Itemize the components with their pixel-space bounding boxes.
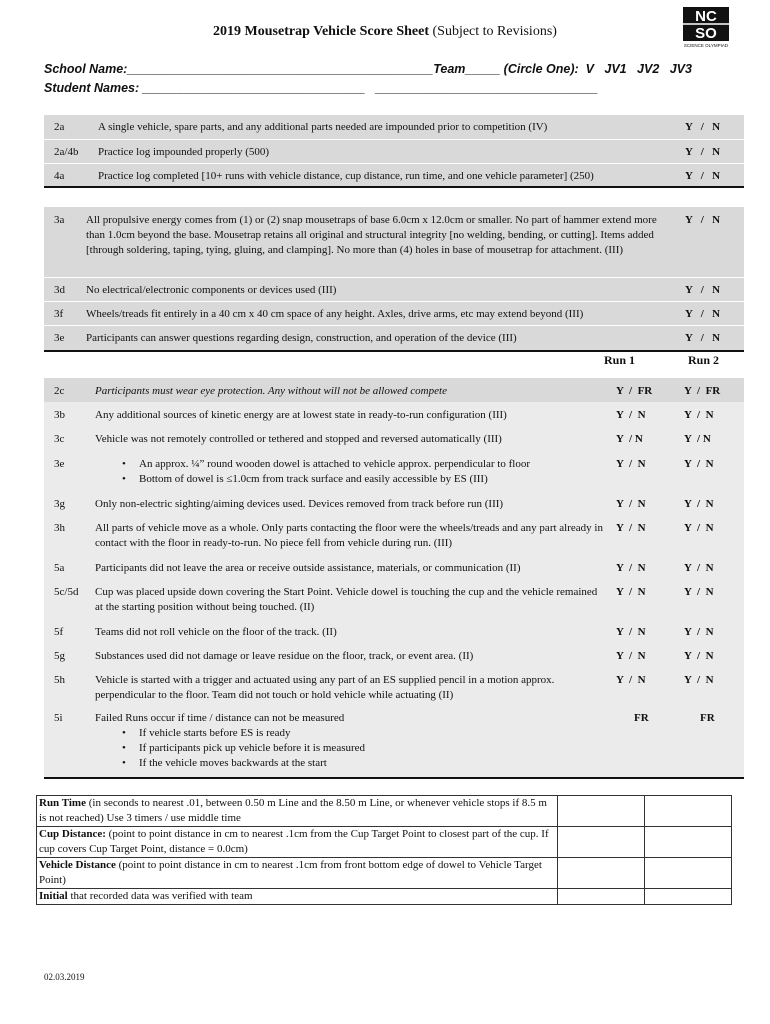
run2-choice[interactable]: Y / N xyxy=(684,522,714,534)
rule-text: Practice log impounded properly (500) xyxy=(98,146,270,158)
rule-text: A single vehicle, spare parts, and any additional parts needed are impounded prior to competition (IV) xyxy=(98,121,548,133)
run2-value-cell[interactable] xyxy=(645,858,732,889)
rule-id: 2c xyxy=(54,385,65,397)
bullet-item: • If the vehicle moves backwards at the start xyxy=(117,756,605,771)
bullet-item: • If vehicle starts before ES is ready xyxy=(117,726,605,741)
run1-choice[interactable]: Y / N xyxy=(616,458,646,470)
run2-choice[interactable]: Y / N xyxy=(684,498,714,510)
rule-text xyxy=(95,649,605,664)
rule-id: 5i xyxy=(54,712,63,724)
run1-value-cell[interactable] xyxy=(558,889,645,905)
rule-text xyxy=(95,408,605,423)
run2-choice[interactable]: Y / N xyxy=(684,409,714,421)
rule-text xyxy=(95,457,605,487)
rule-text xyxy=(95,521,605,551)
run2-choice[interactable]: Y / N xyxy=(684,562,714,574)
run1-choice[interactable]: Y / N xyxy=(616,433,643,445)
measure-name: Initial xyxy=(39,890,68,902)
run1-choice[interactable]: Y / N xyxy=(616,586,646,598)
measurement-table xyxy=(36,795,732,905)
run2-choice[interactable]: Y / FR xyxy=(684,385,721,397)
rule-id: 2a xyxy=(54,121,65,133)
run1-choice[interactable]: Y / N xyxy=(616,650,646,662)
measure-label xyxy=(37,827,558,858)
measure-desc: (in seconds to nearest .01, between 0.50 m Line and the 8.50 m Line, or whenever vehicle stops if 8.5 m is not reached) Use 3 timers / use middle time xyxy=(39,797,547,824)
rule-id: 5c/5d xyxy=(54,586,79,598)
table-row xyxy=(37,858,732,889)
logo-caption: SCIENCE OLYMPIAD xyxy=(683,43,729,48)
measure-desc: (point to point distance in cm to nearest .1cm from front bottom edge of dowel to Vehicle Target Point) xyxy=(39,859,542,886)
rule-text xyxy=(95,497,605,512)
run1-choice[interactable]: Y / N xyxy=(616,522,646,534)
rule-id: 2a/4b xyxy=(54,146,79,158)
rule-id: 3a xyxy=(54,214,65,226)
section2-rule xyxy=(44,350,744,352)
run1-value-cell[interactable] xyxy=(558,827,645,858)
run2-value-cell[interactable] xyxy=(645,796,732,827)
rule-id: 5g xyxy=(54,650,65,662)
rule-text-line: Participants did not leave the area or receive outside assistance, materials, or communication (II) xyxy=(95,562,521,574)
run1-value-cell[interactable] xyxy=(558,796,645,827)
run2-value-cell[interactable] xyxy=(645,889,732,905)
rule-text: No electrical/electronic components or devices used (III) xyxy=(86,284,337,296)
rule-text-line: Vehicle was not remotely controlled or tethered and stopped and reversed automatically (III) xyxy=(95,433,502,445)
measure-desc: (point to point distance in cm to nearest .1cm from the Cup Target Point to closest part of the cup. If cup covers Cup Target Point, distance = 0.0cm) xyxy=(39,828,549,855)
run2-header: Run 2 xyxy=(688,353,720,367)
rule-text-line: All parts of vehicle move as a whole. Only parts contacting the floor were the wheels/treads and any part already in contact with the floor in ready-to-run. No piece fell from vehicle during run. (III) xyxy=(95,522,603,549)
rule-text-line: Participants must wear eye protection. Any without will not be allowed compete xyxy=(95,385,447,397)
rule-text-line: Cup was placed upside down covering the Start Point. Vehicle dowel is touching the cup and the vehicle remained at the starting position without being touched. (II) xyxy=(95,586,598,613)
run1-choice[interactable]: Y / N xyxy=(616,409,646,421)
rule-text xyxy=(95,625,605,640)
rule-text-line: Failed Runs occur if time / distance can not be measured xyxy=(95,712,345,724)
run2-choice[interactable]: Y / N xyxy=(684,458,714,470)
measure-name: Vehicle Distance xyxy=(39,859,116,871)
run1-choice[interactable]: Y / N xyxy=(616,674,646,686)
rule-id: 3b xyxy=(54,409,65,421)
run1-choice[interactable]: Y / FR xyxy=(616,385,653,397)
logo-letters-bottom: SO xyxy=(695,25,717,42)
rule-text-line: Vehicle is started with a trigger and actuated using any part of an ES supplied pencil in a motion approx. perpendicular to the floor. Team did not touch or hold vehicle while actuating (II) xyxy=(95,674,555,701)
rule-text xyxy=(95,585,605,615)
rule-text-line: Any additional sources of kinetic energy are at lowest state in ready-to-run configuration (III) xyxy=(95,409,507,421)
rule-id: 3e xyxy=(54,458,65,470)
rule-text xyxy=(95,432,605,447)
run2-choice[interactable]: Y / N xyxy=(684,650,714,662)
rule-id: 4a xyxy=(54,170,65,182)
yes-no-choice[interactable]: Y / N xyxy=(685,146,721,158)
rule-text: Wheels/treads fit entirely in a 40 cm x 40 cm space of any height. Axles, drive arms, etc may extend beyond (III) xyxy=(86,308,584,320)
rule-text xyxy=(95,384,605,399)
run2-value-cell[interactable] xyxy=(645,827,732,858)
school-name-line[interactable]: School Name:____________________________________________Team_____ (Circle One): V JV1 JV2 JV3 xyxy=(44,62,692,76)
rule-text-line: Only non-electric sighting/aiming devices used. Devices removed from track before run (III) xyxy=(95,498,504,510)
table-row xyxy=(37,827,732,858)
run2-choice[interactable]: Y / N xyxy=(684,674,714,686)
rule-id: 3g xyxy=(54,498,65,510)
title-suffix: (Subject to Revisions) xyxy=(429,24,557,39)
run2-choice[interactable]: Y / N xyxy=(684,433,711,445)
title-main: 2019 Mousetrap Vehicle Score Sheet xyxy=(213,24,429,39)
yes-no-choice[interactable]: Y / N xyxy=(685,332,721,344)
footer-date: 02.03.2019 xyxy=(44,972,85,982)
table-row xyxy=(37,796,732,827)
rule-id: 3e xyxy=(54,332,65,344)
bullet-item: • An approx. ¼” round wooden dowel is attached to vehicle approx. perpendicular to floor xyxy=(117,457,605,472)
measure-name: Run Time xyxy=(39,797,86,809)
section1-rule xyxy=(44,186,744,188)
run2-choice[interactable]: Y / N xyxy=(684,586,714,598)
rule-text xyxy=(95,711,605,771)
rule-id: 3c xyxy=(54,433,65,445)
measure-label xyxy=(37,889,558,905)
rule-id: 5h xyxy=(54,674,65,686)
run1-value-cell[interactable] xyxy=(558,858,645,889)
rule-text: Participants can answer questions regarding design, construction, and operation of the device (III) xyxy=(86,332,517,344)
measure-desc: that recorded data was verified with team xyxy=(67,890,253,902)
table-row xyxy=(37,889,732,905)
measure-label xyxy=(37,858,558,889)
rule-id: 5f xyxy=(54,626,64,638)
yes-no-choice[interactable]: Y / N xyxy=(685,284,721,296)
rule-text: All propulsive energy comes from (1) or (2) snap mousetraps of base 6.0cm x 12.0cm or smaller. No part of hammer extend more than 1.0cm beyond the base. Mousetrap retains all original and structural integrity [no welding, bending, or cutting]. Items added [through soldering, taping, tying, gluing, and clamping]. No more than (4) holes in base of mousetrap for attachment. (III) xyxy=(86,214,657,256)
logo-letters-top: NC xyxy=(695,8,717,25)
run1-choice[interactable]: Y / N xyxy=(616,626,646,638)
section3-rule xyxy=(44,777,744,779)
rule-text xyxy=(95,673,605,703)
rule-text-line: Teams did not roll vehicle on the floor of the track. (II) xyxy=(95,626,337,638)
measure-name: Cup Distance: xyxy=(39,828,106,840)
bullet-list xyxy=(117,726,605,771)
rule-id: 3f xyxy=(54,308,64,320)
rule-id: 5a xyxy=(54,562,65,574)
bullet-item: • Bottom of dowel is ≤1.0cm from track surface and easily accessible by ES (III) xyxy=(117,472,605,487)
rule-text-line: Substances used did not damage or leave residue on the floor, track, or event area. (II) xyxy=(95,650,474,662)
page-title xyxy=(0,24,770,40)
run2-choice[interactable]: Y / N xyxy=(684,626,714,638)
run2-choice[interactable]: FR xyxy=(700,712,715,724)
rule-id: 3h xyxy=(54,522,65,534)
measure-label xyxy=(37,796,558,827)
yes-no-choice[interactable]: Y / N xyxy=(685,121,721,133)
rule-text: Practice log completed [10+ runs with vehicle distance, cup distance, run time, and one vehicle parameter] (250) xyxy=(98,170,594,182)
yes-no-choice[interactable]: Y / N xyxy=(685,214,721,226)
ncso-logo xyxy=(681,7,731,49)
yes-no-choice[interactable]: Y / N xyxy=(685,308,721,320)
run1-choice[interactable]: Y / N xyxy=(616,498,646,510)
run1-choice[interactable]: Y / N xyxy=(616,562,646,574)
run1-choice[interactable]: FR xyxy=(634,712,649,724)
bullet-list xyxy=(117,457,605,487)
rule-id: 3d xyxy=(54,284,65,296)
rule-text xyxy=(95,561,605,576)
yes-no-choice[interactable]: Y / N xyxy=(685,170,721,182)
student-names-line[interactable]: Student Names: ________________________________ ________________________________ xyxy=(44,81,598,95)
run1-header: Run 1 xyxy=(604,353,636,367)
bullet-item: • If participants pick up vehicle before it is measured xyxy=(117,741,605,756)
